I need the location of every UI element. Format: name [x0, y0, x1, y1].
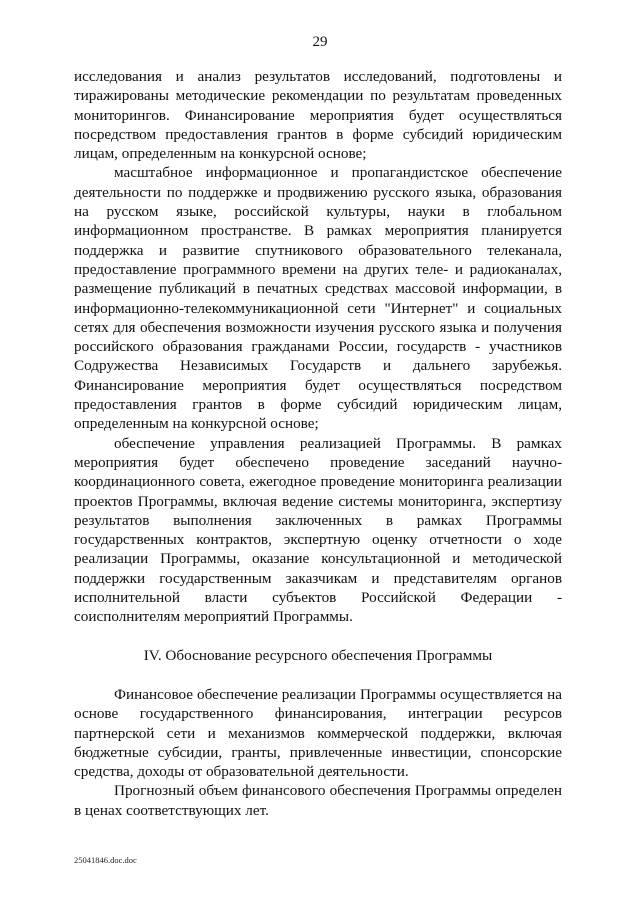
page-number: 29	[312, 34, 328, 50]
section-heading: IV. Обоснование ресурсного обеспечения Программы	[143, 646, 493, 664]
document-body	[74, 67, 562, 820]
paragraph-research-continuation: исследования и анализ результатов исследований, подготовлены и тиражированы методические рекомендации по результатам проведенных мониторингов. Финансирование мероприятия будет осуществляться посредством предоставления грантов в форме субсидий юридическим лицам, определенным на конкурсной основе;	[74, 68, 562, 163]
paragraph-information-support: масштабное информационное и пропагандистское обеспечение деятельности по поддержке и продвижению русского языка, образования на русском языке, российской культуры, науки в глобальном информационном пространстве. В рамках мероприятия планируется поддержка и развитие спутникового образовательного телеканала, предоставление программного времени на других теле- и радиоканалах, размещение публикаций в печатных средствах массовой информации, в информационно-телекоммуникационной сети "Интернет" и социальных сетях для обеспечения возможности изучения русского языка и получения российского образования гражданами России, государств - участников Содружества Независимых Государств и дальнего зарубежья. Финансирование мероприятия будет осуществляться посредством предоставления грантов в форме субсидий юридическим лицам, определенным на конкурсной основе;	[74, 164, 562, 433]
paragraph-program-management: обеспечение управления реализацией Программы. В рамках мероприятия будет обеспечено проведение заседаний научно-координационного совета, ежегодное проведение мониторинга реализации проектов Программы, включая ведение системы мониторинга, экспертизу результатов выполнения заключенных в рамках Программы государственных контрактов, экспертную оценку отчетности о ходе реализации Программы, оказание консультационной и методической поддержки государственным заказчикам и представителям органов исполнительной власти субъектов Российской Федерации - соисполнителям мероприятий Программы.	[74, 434, 562, 626]
paragraph-financing: Финансовое обеспечение реализации Программы осуществляется на основе государственного финансирования, интеграции ресурсов партнерской сети и механизмов коммерческой поддержки, включая бюджетные субсидии, гранты, привлеченные инвестиции, спонсорские средства, доходы от образовательной деятельности.	[74, 685, 562, 781]
paragraph-forecast-volume: Прогнозный объем финансового обеспечения Программы определен в ценах соответствующих лет.	[74, 782, 562, 819]
footer-filename: 25041846.doc.doc	[74, 855, 137, 865]
